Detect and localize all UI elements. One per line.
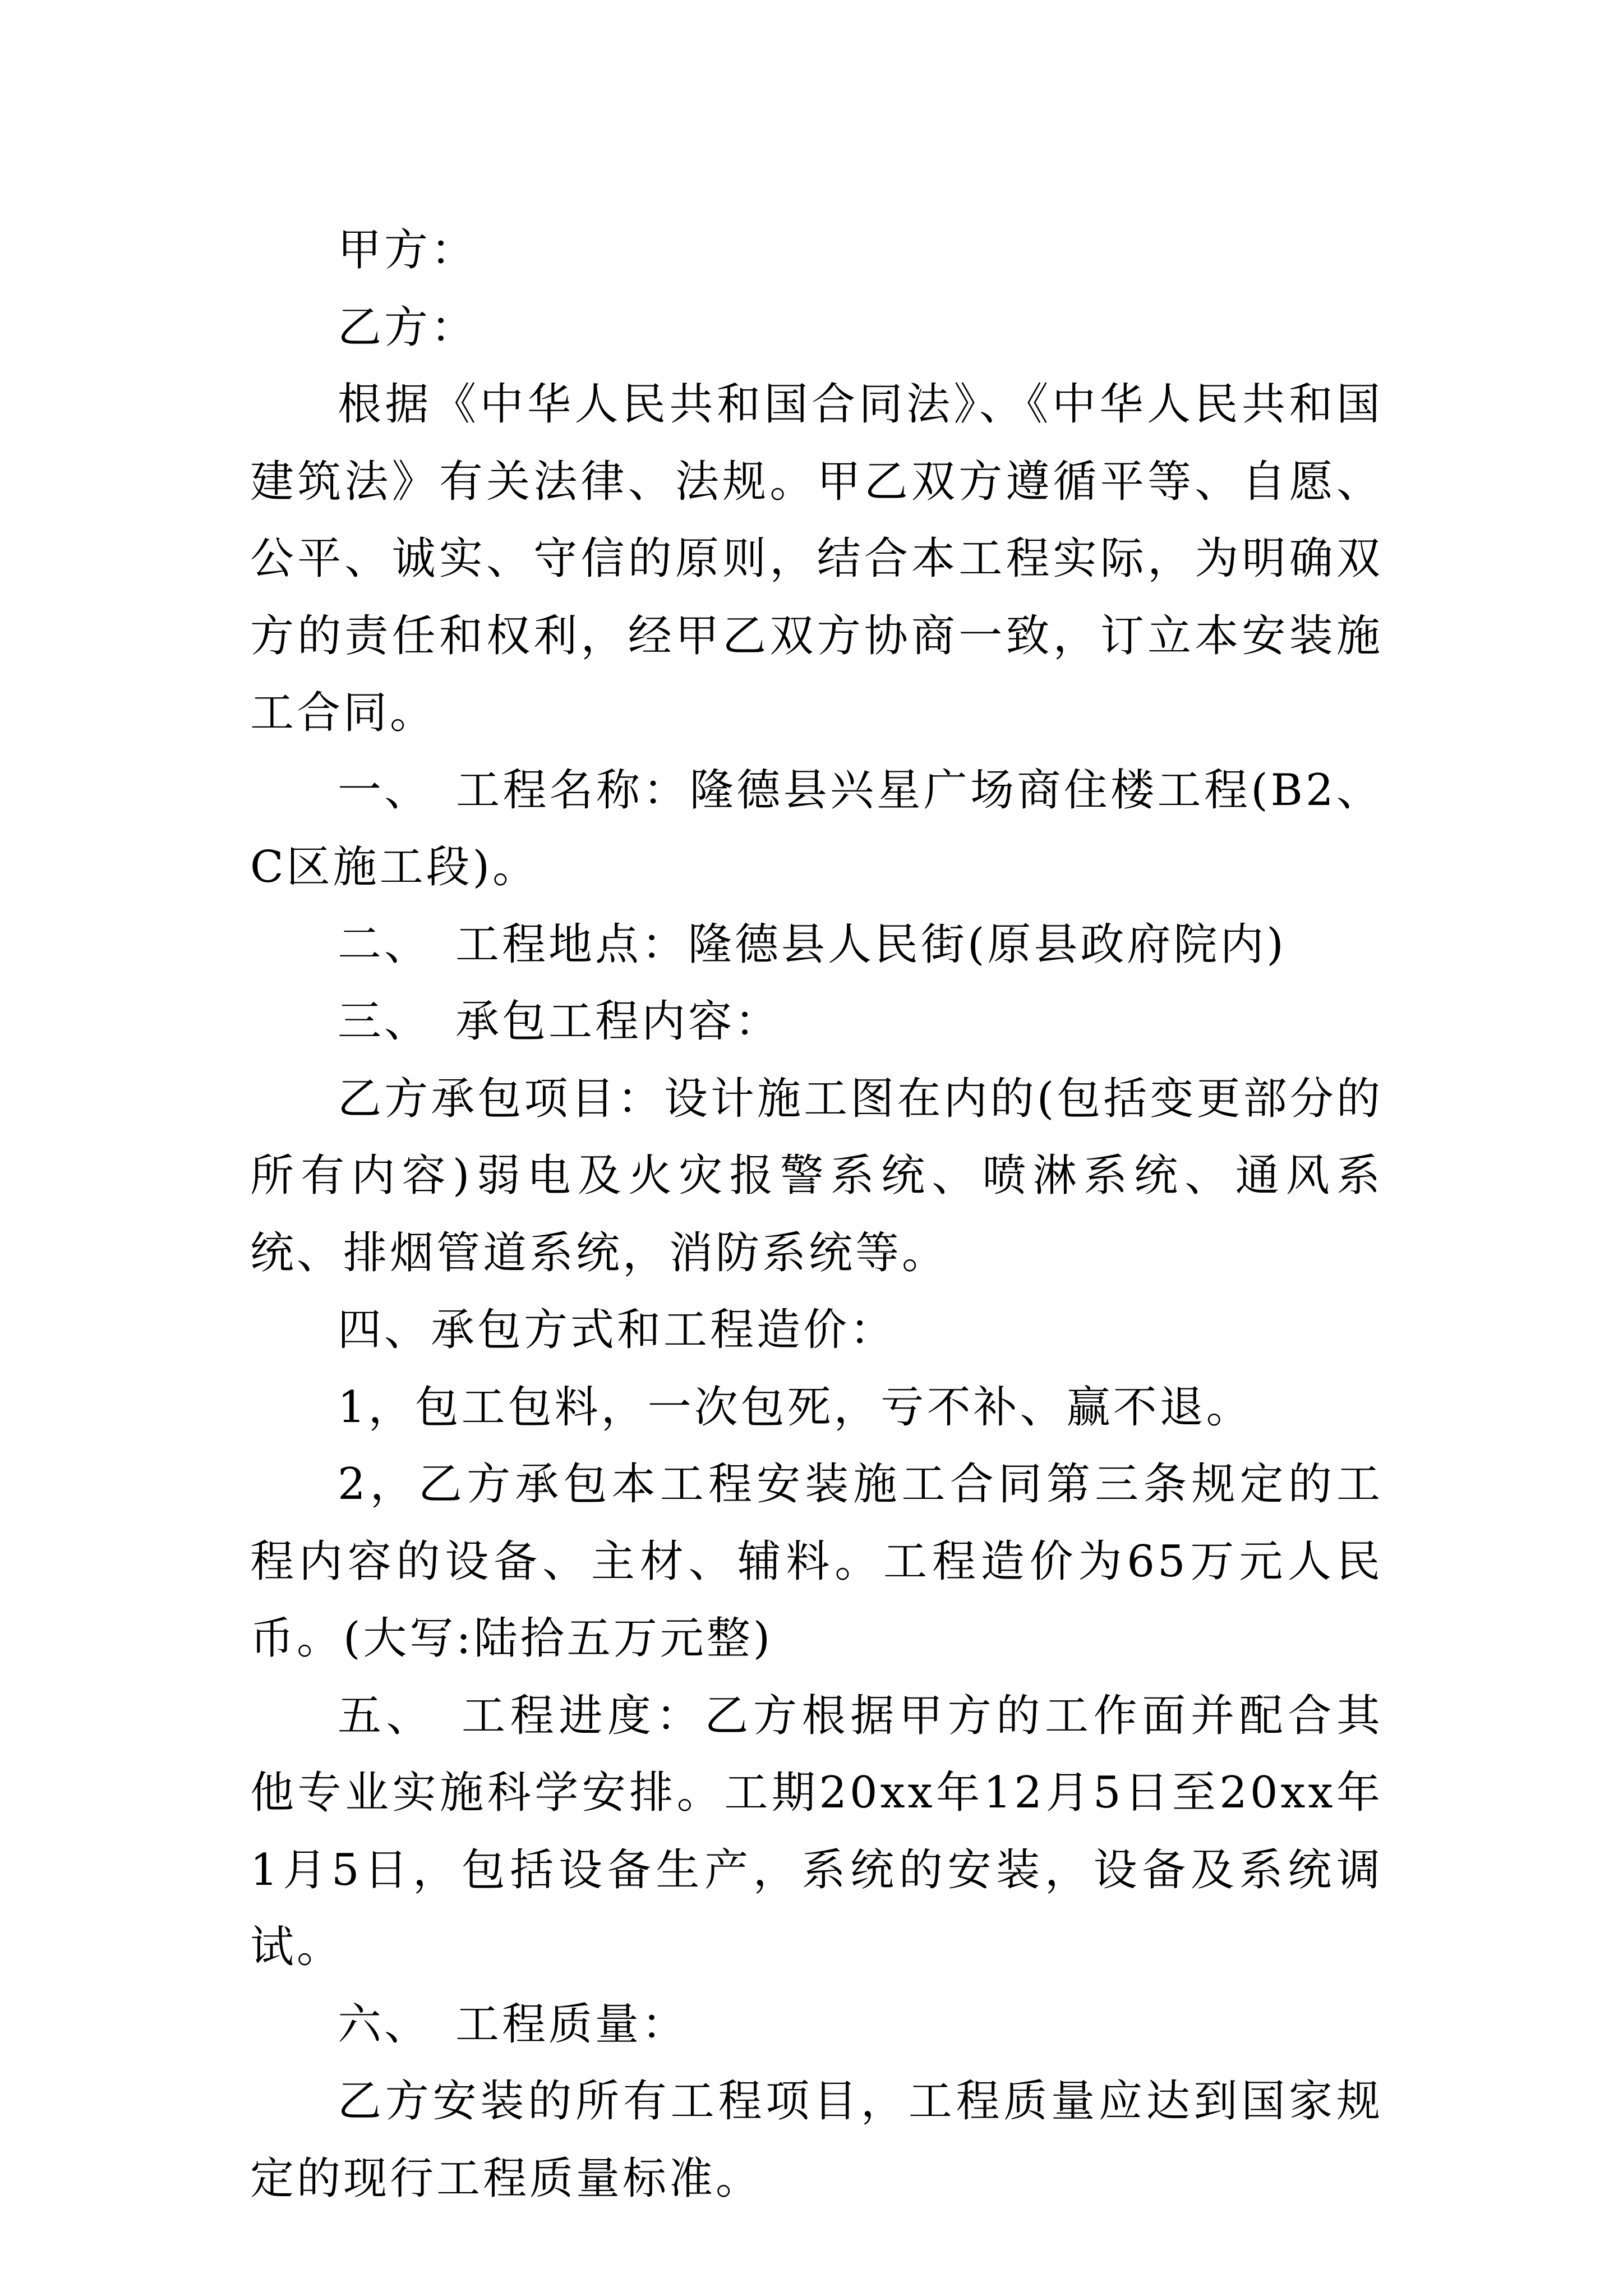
clause-contract-method-heading: 四、承包方式和工程造价： [338, 1305, 897, 1355]
clause-contract-method-item-2: 2，乙方承包本工程安装施工合同第三条规定的工程内容的设备、主材、辅料。工程造价为65万元人民币。(大写:陆拾五万元整) [250, 1459, 1383, 1664]
party-a-line: 甲方： [338, 225, 478, 275]
preamble-paragraph: 根据《中华人民共和国合同法》、《中华人民共和国建筑法》有关法律、法规。甲乙双方遵循平等、自愿、公平、诚实、守信的原则，结合本工程实际，为明确双方的责任和权利，经甲乙双方协商一致，订立本安装施工合同。 [250, 379, 1383, 738]
clause-quality-body: 乙方安装的所有工程项目，工程质量应达到国家规定的现行工程质量标准。 [250, 2076, 1383, 2204]
clause-contract-method-item-1: 1，包工包料，一次包死，亏不补、赢不退。 [338, 1382, 1253, 1433]
clause-schedule: 五、 工程进度：乙方根据甲方的工作面并配合其他专业实施科学安排。工期20xx年12月5日至20xx年1月5日，包括设备生产，系统的安装，设备及系统调试。 [250, 1690, 1383, 1972]
clause-project-location: 二、 工程地点：隆德县人民街(原县政府院内) [338, 919, 1287, 970]
clause-contract-content-heading: 三、 承包工程内容： [338, 996, 782, 1047]
clause-quality-heading: 六、 工程质量： [338, 1999, 689, 2050]
clause-contract-content-body: 乙方承包项目：设计施工图在内的(包括变更部分的所有内容)弱电及火灾报警系统、喷淋系统、通风系统、排烟管道系统，消防系统等。 [250, 1073, 1383, 1278]
document-body [250, 212, 1383, 2217]
party-b-line: 乙方： [338, 302, 478, 353]
clause-project-name: 一、 工程名称：隆德县兴星广场商住楼工程(B2、C区施工段)。 [250, 765, 1383, 892]
